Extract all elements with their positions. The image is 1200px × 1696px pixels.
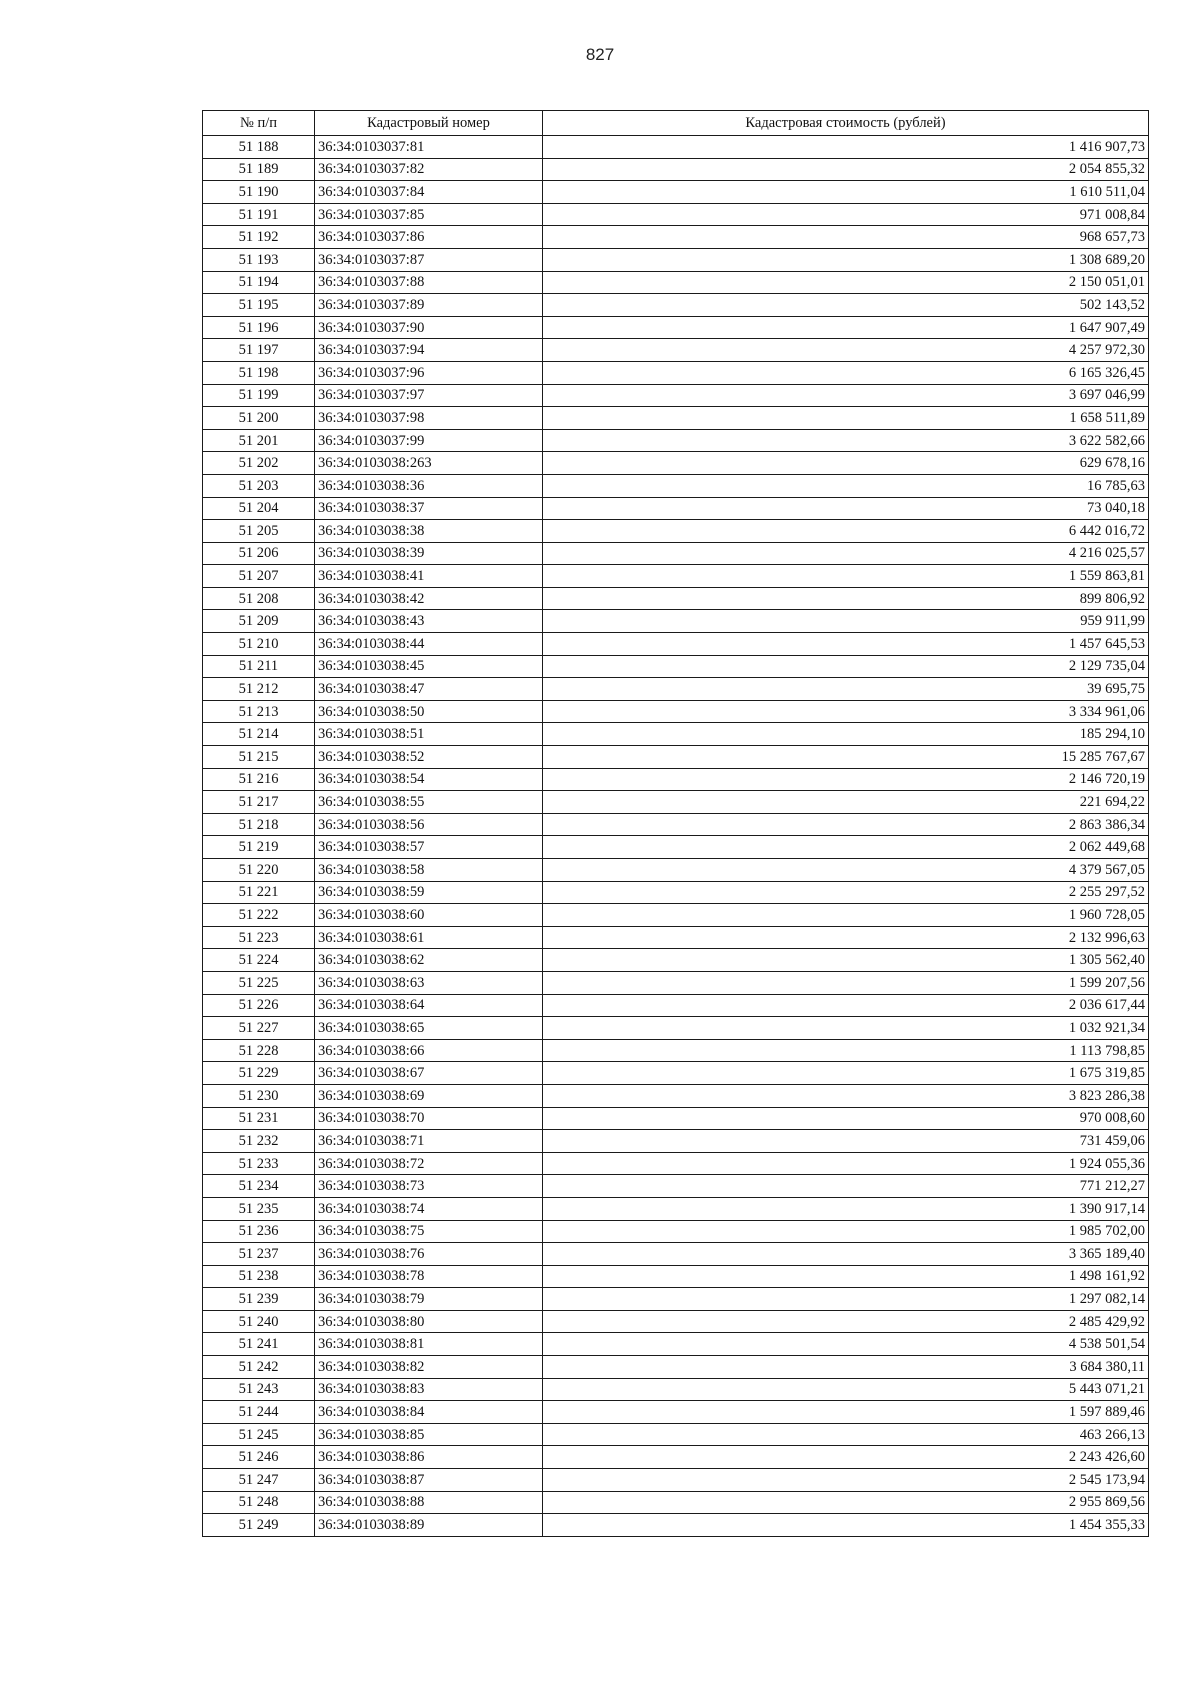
cadastral-number-cell: 36:34:0103038:75 bbox=[315, 1220, 543, 1243]
table-row bbox=[203, 587, 1149, 610]
row-number-cell: 51 243 bbox=[203, 1378, 315, 1401]
row-number-cell: 51 190 bbox=[203, 181, 315, 204]
table-row bbox=[203, 1220, 1149, 1243]
cadastral-number-cell: 36:34:0103038:79 bbox=[315, 1288, 543, 1311]
cadastral-number-cell: 36:34:0103038:81 bbox=[315, 1333, 543, 1356]
table-row bbox=[203, 881, 1149, 904]
cadastral-value-cell: 3 823 286,38 bbox=[543, 1084, 1149, 1107]
cadastral-number-cell: 36:34:0103038:62 bbox=[315, 949, 543, 972]
cadastral-value-cell: 1 675 319,85 bbox=[543, 1062, 1149, 1085]
table-row bbox=[203, 474, 1149, 497]
row-number-cell: 51 239 bbox=[203, 1288, 315, 1311]
cadastral-value-cell: 1 498 161,92 bbox=[543, 1265, 1149, 1288]
cadastral-value-cell: 4 379 567,05 bbox=[543, 859, 1149, 882]
header-cadastral-value: Кадастровая стоимость (рублей) bbox=[543, 111, 1149, 136]
table-row bbox=[203, 1469, 1149, 1492]
row-number-cell: 51 227 bbox=[203, 1017, 315, 1040]
cadastral-value-cell: 4 257 972,30 bbox=[543, 339, 1149, 362]
cadastral-value-cell: 731 459,06 bbox=[543, 1130, 1149, 1153]
row-number-cell: 51 188 bbox=[203, 136, 315, 159]
cadastral-number-cell: 36:34:0103037:88 bbox=[315, 271, 543, 294]
cadastral-value-cell: 3 365 189,40 bbox=[543, 1243, 1149, 1266]
row-number-cell: 51 234 bbox=[203, 1175, 315, 1198]
cadastral-value-cell: 1 597 889,46 bbox=[543, 1401, 1149, 1424]
row-number-cell: 51 203 bbox=[203, 474, 315, 497]
table-row bbox=[203, 859, 1149, 882]
table-row bbox=[203, 181, 1149, 204]
cadastral-number-cell: 36:34:0103038:51 bbox=[315, 723, 543, 746]
row-number-cell: 51 211 bbox=[203, 655, 315, 678]
cadastral-number-cell: 36:34:0103038:43 bbox=[315, 610, 543, 633]
table-header-row bbox=[203, 111, 1149, 136]
table-row bbox=[203, 271, 1149, 294]
table-row bbox=[203, 1310, 1149, 1333]
row-number-cell: 51 207 bbox=[203, 565, 315, 588]
cadastral-number-cell: 36:34:0103038:37 bbox=[315, 497, 543, 520]
row-number-cell: 51 245 bbox=[203, 1423, 315, 1446]
cadastral-number-cell: 36:34:0103037:89 bbox=[315, 294, 543, 317]
cadastral-value-cell: 1 985 702,00 bbox=[543, 1220, 1149, 1243]
cadastral-value-cell: 2 129 735,04 bbox=[543, 655, 1149, 678]
cadastral-value-cell: 73 040,18 bbox=[543, 497, 1149, 520]
cadastral-value-cell: 2 485 429,92 bbox=[543, 1310, 1149, 1333]
row-number-cell: 51 232 bbox=[203, 1130, 315, 1153]
row-number-cell: 51 200 bbox=[203, 407, 315, 430]
cadastral-number-cell: 36:34:0103037:96 bbox=[315, 361, 543, 384]
cadastral-value-cell: 221 694,22 bbox=[543, 791, 1149, 814]
cadastral-value-cell: 1 032 921,34 bbox=[543, 1017, 1149, 1040]
row-number-cell: 51 198 bbox=[203, 361, 315, 384]
row-number-cell: 51 223 bbox=[203, 926, 315, 949]
table-row bbox=[203, 1062, 1149, 1085]
cadastral-number-cell: 36:34:0103038:74 bbox=[315, 1197, 543, 1220]
table-row bbox=[203, 1333, 1149, 1356]
cadastral-number-cell: 36:34:0103038:86 bbox=[315, 1446, 543, 1469]
cadastral-number-cell: 36:34:0103038:78 bbox=[315, 1265, 543, 1288]
table-row bbox=[203, 1401, 1149, 1424]
row-number-cell: 51 230 bbox=[203, 1084, 315, 1107]
row-number-cell: 51 229 bbox=[203, 1062, 315, 1085]
cadastral-number-cell: 36:34:0103038:57 bbox=[315, 836, 543, 859]
cadastral-value-cell: 771 212,27 bbox=[543, 1175, 1149, 1198]
cadastral-number-cell: 36:34:0103037:81 bbox=[315, 136, 543, 159]
cadastral-value-cell: 2 036 617,44 bbox=[543, 994, 1149, 1017]
row-number-cell: 51 218 bbox=[203, 813, 315, 836]
table-row bbox=[203, 248, 1149, 271]
row-number-cell: 51 193 bbox=[203, 248, 315, 271]
row-number-cell: 51 212 bbox=[203, 678, 315, 701]
table-row bbox=[203, 655, 1149, 678]
row-number-cell: 51 247 bbox=[203, 1469, 315, 1492]
table-row bbox=[203, 429, 1149, 452]
row-number-cell: 51 233 bbox=[203, 1152, 315, 1175]
row-number-cell: 51 217 bbox=[203, 791, 315, 814]
cadastral-number-cell: 36:34:0103037:90 bbox=[315, 316, 543, 339]
cadastral-value-cell: 39 695,75 bbox=[543, 678, 1149, 701]
row-number-cell: 51 191 bbox=[203, 203, 315, 226]
cadastral-value-cell: 1 113 798,85 bbox=[543, 1039, 1149, 1062]
table-row bbox=[203, 1378, 1149, 1401]
cadastral-value-cell: 1 658 511,89 bbox=[543, 407, 1149, 430]
cadastral-number-cell: 36:34:0103038:85 bbox=[315, 1423, 543, 1446]
cadastral-value-cell: 463 266,13 bbox=[543, 1423, 1149, 1446]
table-row bbox=[203, 1243, 1149, 1266]
cadastral-value-cell: 6 165 326,45 bbox=[543, 361, 1149, 384]
cadastral-value-cell: 1 647 907,49 bbox=[543, 316, 1149, 339]
cadastral-number-cell: 36:34:0103038:54 bbox=[315, 768, 543, 791]
cadastral-value-cell: 2 132 996,63 bbox=[543, 926, 1149, 949]
cadastral-number-cell: 36:34:0103038:42 bbox=[315, 587, 543, 610]
table-row bbox=[203, 746, 1149, 769]
row-number-cell: 51 192 bbox=[203, 226, 315, 249]
page-number: 827 bbox=[585, 45, 615, 64]
cadastral-number-cell: 36:34:0103037:85 bbox=[315, 203, 543, 226]
row-number-cell: 51 204 bbox=[203, 497, 315, 520]
table-row bbox=[203, 1107, 1149, 1130]
cadastral-number-cell: 36:34:0103037:87 bbox=[315, 248, 543, 271]
row-number-cell: 51 209 bbox=[203, 610, 315, 633]
row-number-cell: 51 202 bbox=[203, 452, 315, 475]
row-number-cell: 51 222 bbox=[203, 904, 315, 927]
row-number-cell: 51 221 bbox=[203, 881, 315, 904]
table-row bbox=[203, 1356, 1149, 1379]
cadastral-value-cell: 2 054 855,32 bbox=[543, 158, 1149, 181]
table-row bbox=[203, 203, 1149, 226]
cadastral-number-cell: 36:34:0103038:64 bbox=[315, 994, 543, 1017]
cadastral-number-cell: 36:34:0103038:39 bbox=[315, 542, 543, 565]
row-number-cell: 51 226 bbox=[203, 994, 315, 1017]
header-cadastral-number: Кадастровый номер bbox=[315, 111, 543, 136]
cadastral-number-cell: 36:34:0103038:69 bbox=[315, 1084, 543, 1107]
cadastral-number-cell: 36:34:0103037:97 bbox=[315, 384, 543, 407]
row-number-cell: 51 248 bbox=[203, 1491, 315, 1514]
cadastral-value-cell: 3 622 582,66 bbox=[543, 429, 1149, 452]
row-number-cell: 51 238 bbox=[203, 1265, 315, 1288]
cadastral-number-cell: 36:34:0103038:80 bbox=[315, 1310, 543, 1333]
cadastral-table-container bbox=[202, 110, 1149, 1537]
cadastral-value-cell: 5 443 071,21 bbox=[543, 1378, 1149, 1401]
cadastral-number-cell: 36:34:0103038:89 bbox=[315, 1514, 543, 1537]
cadastral-value-cell: 2 255 297,52 bbox=[543, 881, 1149, 904]
table-body bbox=[203, 136, 1149, 1537]
table-row bbox=[203, 1423, 1149, 1446]
cadastral-value-cell: 6 442 016,72 bbox=[543, 520, 1149, 543]
cadastral-value-cell: 185 294,10 bbox=[543, 723, 1149, 746]
cadastral-value-cell: 968 657,73 bbox=[543, 226, 1149, 249]
table-row bbox=[203, 565, 1149, 588]
row-number-cell: 51 242 bbox=[203, 1356, 315, 1379]
table-row bbox=[203, 1197, 1149, 1220]
cadastral-number-cell: 36:34:0103038:45 bbox=[315, 655, 543, 678]
table-row bbox=[203, 1152, 1149, 1175]
row-number-cell: 51 224 bbox=[203, 949, 315, 972]
row-number-cell: 51 216 bbox=[203, 768, 315, 791]
cadastral-value-cell: 959 911,99 bbox=[543, 610, 1149, 633]
table-row bbox=[203, 813, 1149, 836]
cadastral-number-cell: 36:34:0103038:87 bbox=[315, 1469, 543, 1492]
row-number-cell: 51 237 bbox=[203, 1243, 315, 1266]
cadastral-value-cell: 629 678,16 bbox=[543, 452, 1149, 475]
cadastral-value-cell: 2 955 869,56 bbox=[543, 1491, 1149, 1514]
cadastral-number-cell: 36:34:0103038:61 bbox=[315, 926, 543, 949]
row-number-cell: 51 189 bbox=[203, 158, 315, 181]
row-number-cell: 51 220 bbox=[203, 859, 315, 882]
cadastral-value-cell: 4 216 025,57 bbox=[543, 542, 1149, 565]
table-row bbox=[203, 542, 1149, 565]
cadastral-value-cell: 1 559 863,81 bbox=[543, 565, 1149, 588]
cadastral-number-cell: 36:34:0103038:55 bbox=[315, 791, 543, 814]
row-number-cell: 51 201 bbox=[203, 429, 315, 452]
table-row bbox=[203, 700, 1149, 723]
cadastral-value-cell: 502 143,52 bbox=[543, 294, 1149, 317]
cadastral-number-cell: 36:34:0103038:52 bbox=[315, 746, 543, 769]
row-number-cell: 51 240 bbox=[203, 1310, 315, 1333]
table-row bbox=[203, 1446, 1149, 1469]
cadastral-value-cell: 1 454 355,33 bbox=[543, 1514, 1149, 1537]
cadastral-number-cell: 36:34:0103038:44 bbox=[315, 633, 543, 656]
table-row bbox=[203, 384, 1149, 407]
row-number-cell: 51 235 bbox=[203, 1197, 315, 1220]
row-number-cell: 51 210 bbox=[203, 633, 315, 656]
table-row bbox=[203, 452, 1149, 475]
table-row bbox=[203, 407, 1149, 430]
cadastral-number-cell: 36:34:0103038:67 bbox=[315, 1062, 543, 1085]
row-number-cell: 51 199 bbox=[203, 384, 315, 407]
cadastral-value-cell: 15 285 767,67 bbox=[543, 746, 1149, 769]
cadastral-value-cell: 971 008,84 bbox=[543, 203, 1149, 226]
cadastral-number-cell: 36:34:0103037:84 bbox=[315, 181, 543, 204]
row-number-cell: 51 241 bbox=[203, 1333, 315, 1356]
cadastral-number-cell: 36:34:0103038:76 bbox=[315, 1243, 543, 1266]
cadastral-number-cell: 36:34:0103038:50 bbox=[315, 700, 543, 723]
cadastral-number-cell: 36:34:0103038:63 bbox=[315, 971, 543, 994]
cadastral-number-cell: 36:34:0103038:58 bbox=[315, 859, 543, 882]
table-header bbox=[203, 111, 1149, 136]
table-row bbox=[203, 1039, 1149, 1062]
table-row bbox=[203, 1130, 1149, 1153]
row-number-cell: 51 196 bbox=[203, 316, 315, 339]
table-row bbox=[203, 610, 1149, 633]
cadastral-value-cell: 2 863 386,34 bbox=[543, 813, 1149, 836]
table-row bbox=[203, 678, 1149, 701]
cadastral-number-cell: 36:34:0103038:47 bbox=[315, 678, 543, 701]
row-number-cell: 51 244 bbox=[203, 1401, 315, 1424]
table-row bbox=[203, 226, 1149, 249]
cadastral-value-cell: 16 785,63 bbox=[543, 474, 1149, 497]
table-row bbox=[203, 836, 1149, 859]
cadastral-number-cell: 36:34:0103038:36 bbox=[315, 474, 543, 497]
cadastral-number-cell: 36:34:0103038:41 bbox=[315, 565, 543, 588]
cadastral-number-cell: 36:34:0103038:60 bbox=[315, 904, 543, 927]
row-number-cell: 51 246 bbox=[203, 1446, 315, 1469]
cadastral-value-cell: 899 806,92 bbox=[543, 587, 1149, 610]
table-row bbox=[203, 949, 1149, 972]
row-number-cell: 51 249 bbox=[203, 1514, 315, 1537]
table-row bbox=[203, 1514, 1149, 1537]
cadastral-number-cell: 36:34:0103038:71 bbox=[315, 1130, 543, 1153]
table-row bbox=[203, 723, 1149, 746]
header-row-number: № п/п bbox=[203, 111, 315, 136]
cadastral-value-cell: 4 538 501,54 bbox=[543, 1333, 1149, 1356]
cadastral-value-cell: 2 545 173,94 bbox=[543, 1469, 1149, 1492]
cadastral-value-cell: 1 960 728,05 bbox=[543, 904, 1149, 927]
row-number-cell: 51 236 bbox=[203, 1220, 315, 1243]
table-row bbox=[203, 926, 1149, 949]
cadastral-value-cell: 3 684 380,11 bbox=[543, 1356, 1149, 1379]
cadastral-value-cell: 1 308 689,20 bbox=[543, 248, 1149, 271]
table-row bbox=[203, 1084, 1149, 1107]
cadastral-number-cell: 36:34:0103037:99 bbox=[315, 429, 543, 452]
cadastral-number-cell: 36:34:0103038:56 bbox=[315, 813, 543, 836]
cadastral-value-cell: 1 416 907,73 bbox=[543, 136, 1149, 159]
cadastral-number-cell: 36:34:0103037:82 bbox=[315, 158, 543, 181]
cadastral-number-cell: 36:34:0103038:66 bbox=[315, 1039, 543, 1062]
cadastral-number-cell: 36:34:0103038:73 bbox=[315, 1175, 543, 1198]
cadastral-value-cell: 1 297 082,14 bbox=[543, 1288, 1149, 1311]
table-row bbox=[203, 1017, 1149, 1040]
cadastral-value-cell: 1 610 511,04 bbox=[543, 181, 1149, 204]
row-number-cell: 51 215 bbox=[203, 746, 315, 769]
table-row bbox=[203, 294, 1149, 317]
cadastral-number-cell: 36:34:0103038:59 bbox=[315, 881, 543, 904]
table-row bbox=[203, 768, 1149, 791]
cadastral-number-cell: 36:34:0103038:88 bbox=[315, 1491, 543, 1514]
cadastral-value-table bbox=[202, 110, 1149, 1537]
cadastral-value-cell: 2 150 051,01 bbox=[543, 271, 1149, 294]
cadastral-number-cell: 36:34:0103038:263 bbox=[315, 452, 543, 475]
table-row bbox=[203, 1175, 1149, 1198]
row-number-cell: 51 231 bbox=[203, 1107, 315, 1130]
cadastral-number-cell: 36:34:0103038:72 bbox=[315, 1152, 543, 1175]
row-number-cell: 51 213 bbox=[203, 700, 315, 723]
table-row bbox=[203, 994, 1149, 1017]
cadastral-number-cell: 36:34:0103038:70 bbox=[315, 1107, 543, 1130]
cadastral-value-cell: 2 062 449,68 bbox=[543, 836, 1149, 859]
row-number-cell: 51 228 bbox=[203, 1039, 315, 1062]
cadastral-value-cell: 1 924 055,36 bbox=[543, 1152, 1149, 1175]
table-row bbox=[203, 1288, 1149, 1311]
cadastral-number-cell: 36:34:0103038:65 bbox=[315, 1017, 543, 1040]
cadastral-number-cell: 36:34:0103038:84 bbox=[315, 1401, 543, 1424]
cadastral-number-cell: 36:34:0103037:94 bbox=[315, 339, 543, 362]
row-number-cell: 51 214 bbox=[203, 723, 315, 746]
table-row bbox=[203, 497, 1149, 520]
cadastral-value-cell: 2 146 720,19 bbox=[543, 768, 1149, 791]
cadastral-number-cell: 36:34:0103038:83 bbox=[315, 1378, 543, 1401]
table-row bbox=[203, 1491, 1149, 1514]
cadastral-value-cell: 1 305 562,40 bbox=[543, 949, 1149, 972]
row-number-cell: 51 205 bbox=[203, 520, 315, 543]
table-row bbox=[203, 361, 1149, 384]
table-row bbox=[203, 158, 1149, 181]
table-row bbox=[203, 339, 1149, 362]
cadastral-value-cell: 3 697 046,99 bbox=[543, 384, 1149, 407]
cadastral-value-cell: 1 390 917,14 bbox=[543, 1197, 1149, 1220]
table-row bbox=[203, 1265, 1149, 1288]
cadastral-value-cell: 970 008,60 bbox=[543, 1107, 1149, 1130]
cadastral-value-cell: 1 457 645,53 bbox=[543, 633, 1149, 656]
table-row bbox=[203, 136, 1149, 159]
cadastral-number-cell: 36:34:0103038:82 bbox=[315, 1356, 543, 1379]
table-row bbox=[203, 791, 1149, 814]
row-number-cell: 51 225 bbox=[203, 971, 315, 994]
cadastral-number-cell: 36:34:0103037:98 bbox=[315, 407, 543, 430]
table-row bbox=[203, 633, 1149, 656]
cadastral-value-cell: 2 243 426,60 bbox=[543, 1446, 1149, 1469]
table-row bbox=[203, 520, 1149, 543]
row-number-cell: 51 208 bbox=[203, 587, 315, 610]
cadastral-number-cell: 36:34:0103037:86 bbox=[315, 226, 543, 249]
row-number-cell: 51 194 bbox=[203, 271, 315, 294]
row-number-cell: 51 195 bbox=[203, 294, 315, 317]
row-number-cell: 51 219 bbox=[203, 836, 315, 859]
cadastral-value-cell: 1 599 207,56 bbox=[543, 971, 1149, 994]
cadastral-number-cell: 36:34:0103038:38 bbox=[315, 520, 543, 543]
row-number-cell: 51 206 bbox=[203, 542, 315, 565]
cadastral-value-cell: 3 334 961,06 bbox=[543, 700, 1149, 723]
table-row bbox=[203, 316, 1149, 339]
row-number-cell: 51 197 bbox=[203, 339, 315, 362]
table-row bbox=[203, 904, 1149, 927]
table-row bbox=[203, 971, 1149, 994]
